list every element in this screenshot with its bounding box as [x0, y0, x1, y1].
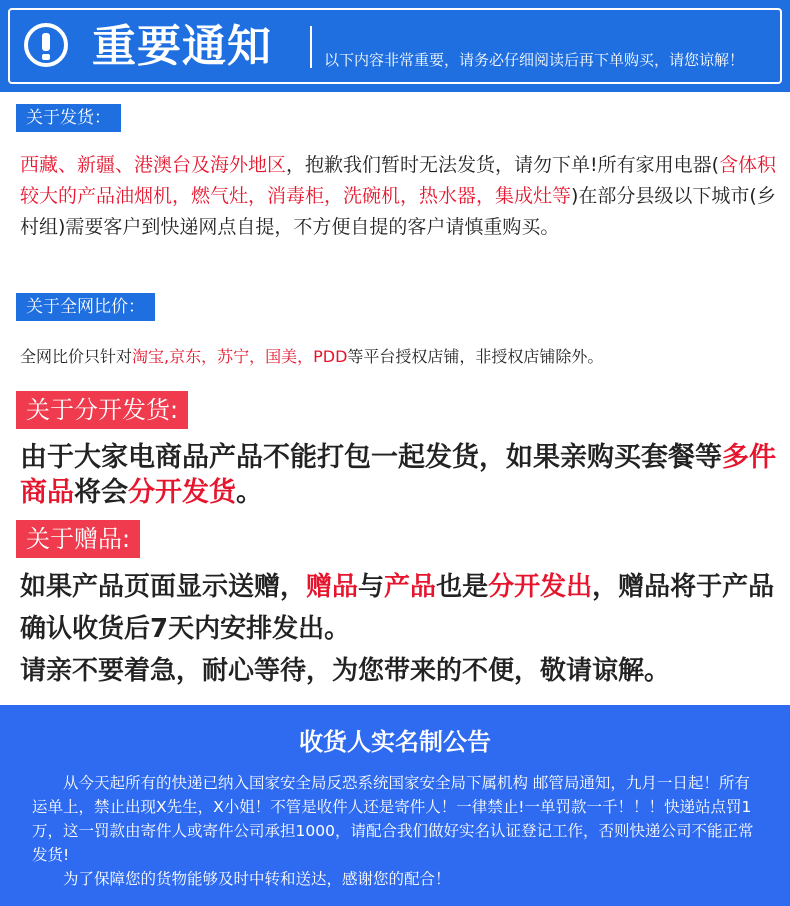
header-divider	[310, 26, 312, 68]
split-text-red-1: 多件商品	[20, 442, 776, 508]
split-label: 关于分开发货:	[16, 391, 188, 429]
notice-closing: 为了保障您的货物能够及时中转和送达，感谢您的配合！	[63, 870, 451, 888]
gift-text-2: 与	[358, 572, 385, 602]
header-banner	[0, 0, 790, 92]
price-text-1: 全网比价只针对	[20, 347, 133, 366]
gift-text-red-2: 产品	[384, 572, 437, 602]
notice-title: 收货人实名制公告	[299, 728, 491, 756]
shipping-text-red-1: 西藏、新疆、港澳台及海外地区	[20, 154, 287, 176]
notice-body: 从今天起所有的快递已纳入国家安全局反恐系统国家安全局下属机构 邮管局通知，九月一日起！所有运单上，禁止出现X先生，X小姐！不管是收件人还是寄件人！一律禁止!一单罚款一千！！！快递站点罚1万，这一罚款由寄件人或寄件公司承担1000，请配合我们做好实名认证登记工作，否则快递公司不能正常发货!	[32, 774, 754, 864]
gift-text-4: ，赠品将于产品确认收货后7天内安排发出。	[20, 572, 775, 644]
price-label: 关于全网比价：	[16, 293, 155, 321]
shipping-text-red-2: 含体积较大的产品油烟机，燃气灶，消毒柜，洗碗机，热水器，集成灶等	[20, 154, 777, 207]
gift-text-1: 如果产品页面显示送赠，	[20, 572, 307, 602]
split-text-red-2: 分开发货	[128, 477, 236, 508]
shipping-label: 关于发货：	[16, 104, 121, 132]
price-text-red: 淘宝,京东，苏宁，国美，PDD	[132, 347, 348, 366]
gift-label: 关于赠品:	[16, 520, 140, 558]
gift-text-3: 也是	[436, 572, 489, 602]
gift-text-red-1: 赠品	[306, 572, 359, 602]
gift-text-5: 请亲不要着急，耐心等待，为您带来的不便，敬请谅解。	[20, 656, 671, 686]
shipping-text-2: )在部分县级以下城市(乡村组)需要客户到快递网点自提，不方便自提的客户请慎重购买。	[20, 185, 776, 238]
shipping-text-1: ，抱歉我们暂时无法发货，请勿下单!所有家用电器(	[286, 154, 720, 176]
split-text-2: 将会	[74, 477, 128, 508]
header-subtitle: 以下内容非常重要，请务必仔细阅读后再下单购买，请您谅解！	[324, 51, 745, 69]
split-text-1: 由于大家电商品产品不能打包一起发货，如果亲购买套餐等	[20, 442, 722, 473]
gift-text-red-3: 分开发出	[488, 572, 593, 602]
real-name-notice	[0, 705, 790, 906]
split-text	[20, 440, 780, 510]
split-text-3: 。	[236, 477, 263, 508]
header-title: 重要通知	[92, 21, 272, 72]
exclamation-icon	[24, 23, 68, 67]
shipping-text	[20, 150, 780, 243]
price-text	[20, 346, 780, 368]
price-text-2: 等平台授权店铺，非授权店铺除外。	[347, 347, 604, 366]
gift-text	[20, 566, 790, 692]
header-frame	[8, 8, 782, 84]
